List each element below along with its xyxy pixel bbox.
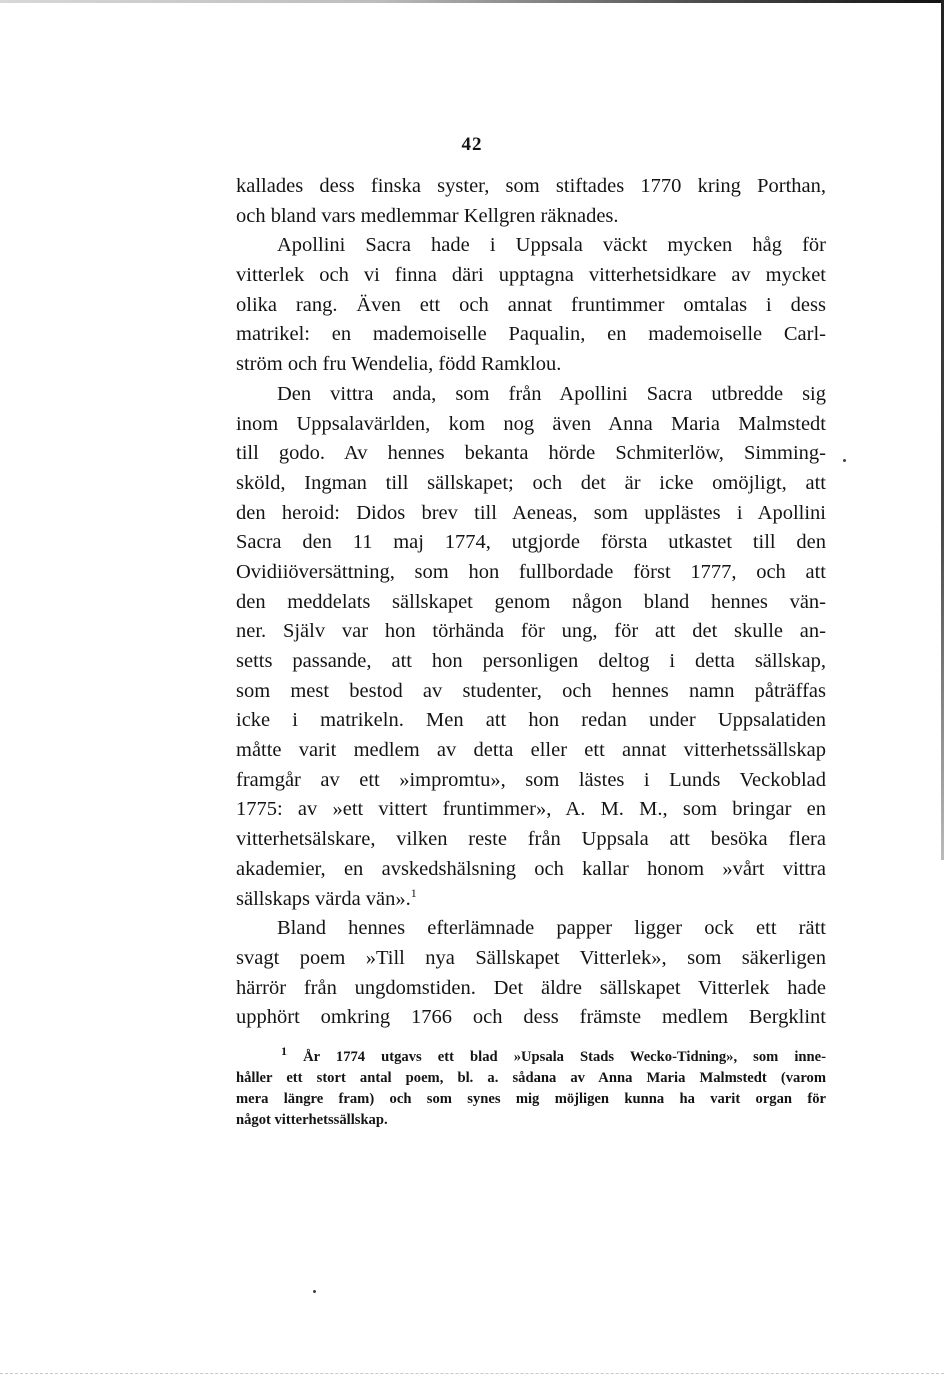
scan-speck [313, 1290, 316, 1293]
footnote-line-content: År 1774 utgavs ett blad »Upsala Stads Wecko-Tidning», som inne- [303, 1049, 826, 1065]
footnote-line: mera längre fram) och som synes mig möjligen kunna ha varit organ för [236, 1091, 826, 1107]
text-line: icke i matrikeln. Men att hon redan under Uppsalatiden [236, 709, 826, 732]
text-line: 1775: av »ett vittert fruntimmer», A. M. M., som bringar en [236, 798, 826, 821]
text-line: Ovidiiöversättning, som hon fullbordade först 1777, och att [236, 560, 826, 583]
text-line: vitterlek och vi finna däri upptagna vitterhetsidkare av mycket [236, 264, 826, 287]
text-line: den meddelats sällskapet genom någon bland hennes vän- [236, 590, 826, 613]
text-line: Bland hennes efterlämnade papper ligger ock ett rätt [277, 917, 826, 940]
text-line: olika rang. Även ett och annat fruntimmer omtalas i dess [236, 293, 826, 316]
footnote-line [236, 1044, 826, 1068]
text-line: Apollini Sacra hade i Uppsala väckt mycken håg för [277, 234, 826, 257]
text-line: vitterhetsälskare, vilken reste från Uppsala att besöka flera [236, 828, 826, 851]
text-line [236, 885, 826, 915]
text-line: Sacra den 11 maj 1774, utgjorde första utkastet till den [236, 531, 826, 554]
text-line: matrikel: en mademoiselle Paqualin, en mademoiselle Carl- [236, 323, 826, 346]
footnote-reference: 1 [410, 885, 417, 900]
text-line: upphört omkring 1766 och dess främste medlem Bergklint [236, 1006, 826, 1029]
text-line: setts passande, att hon personligen deltog i detta sällskap, [236, 650, 826, 672]
text-line: ner. Själv var hon törhända för ung, för att det skulle an- [236, 620, 826, 643]
scan-top-edge [0, 0, 944, 3]
text-line: inom Uppsalavärlden, kom nog även Anna Maria Malmstedt [236, 412, 826, 435]
text-line-content: sällskaps värda vän». [236, 887, 411, 910]
text-line: sköld, Ingman till sällskapet; och det är icke omöjligt, att [236, 471, 826, 494]
footnote-line: något vitterhetssällskap. [236, 1112, 388, 1128]
text-line: härrör från ungdomstiden. Det äldre sällskapet Vitterlek hade [236, 976, 826, 999]
scan-bottom-edge [0, 1373, 944, 1375]
text-line: måtte varit medlem av detta eller ett annat vitterhetssällskap [236, 739, 826, 762]
text-line: som mest bestod av studenter, och hennes namn påträffas [236, 679, 826, 702]
text-line: den heroid: Didos brev till Aeneas, som upplästes i Apollini [236, 501, 826, 524]
page-number: 42 [461, 134, 483, 155]
text-line: framgår av ett »impromtu», som lästes i Lunds Veckoblad [236, 768, 826, 791]
text-line: Den vittra anda, som från Apollini Sacra utbredde sig [277, 382, 826, 405]
text-line: till godo. Av hennes bekanta hörde Schmiterlöw, Simming- [236, 442, 826, 465]
text-line: svagt poem »Till nya Sällskapet Vitterlek», som säkerligen [236, 946, 826, 969]
footnote-marker: 1 [281, 1044, 287, 1059]
text-line: kallades dess finska syster, som stiftades 1770 kring Porthan, [236, 175, 826, 197]
text-line: akademier, en avskedshälsning och kallar honom »vårt vittra [236, 857, 826, 880]
text-line: och bland vars medlemmar Kellgren räknades. [236, 204, 619, 227]
scan-speck [843, 459, 846, 462]
footnote-line: håller ett stort antal poem, bl. a. sådana av Anna Maria Malmstedt (varom [236, 1070, 826, 1086]
text-line: ström och fru Wendelia, född Ramklou. [236, 353, 562, 376]
body-text [236, 172, 826, 1033]
footnote [236, 1044, 826, 1131]
